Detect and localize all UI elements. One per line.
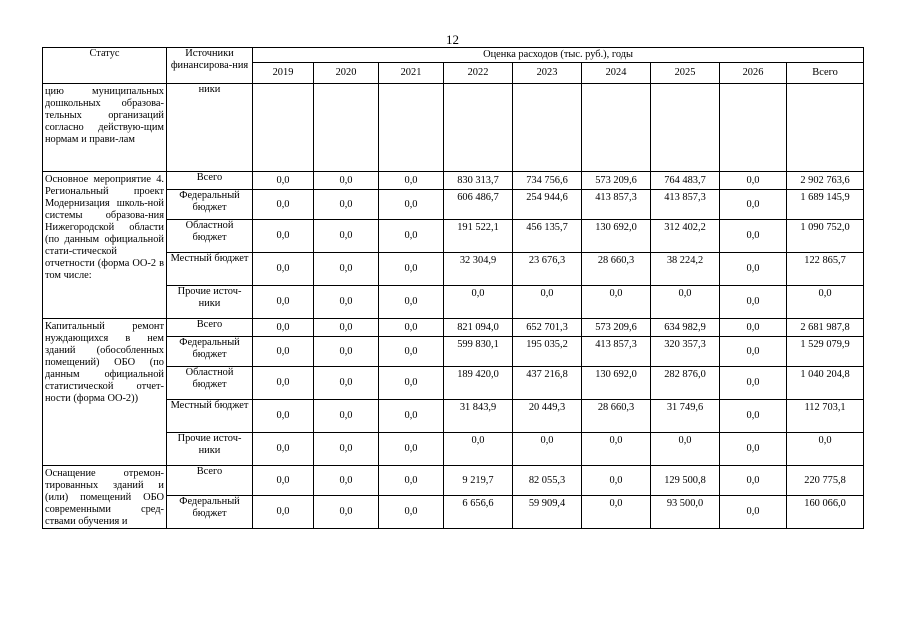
header-cost: Оценка расходов (тыс. руб.), годы [253,48,864,63]
source-cell: Областной бюджет [167,220,253,253]
value-cell: 0,0 [720,496,787,529]
value-cell: 0,0 [582,286,651,319]
header-year: 2024 [582,63,651,84]
page-number: 12 [446,32,459,47]
empty-cell [444,84,513,172]
value-cell: 0,0 [253,367,314,400]
value-cell: 437 216,8 [513,367,582,400]
budget-table [42,47,864,529]
value-cell: 606 486,7 [444,190,513,220]
source-cell: Федеральный бюджет [167,337,253,367]
value-cell: 38 224,2 [651,253,720,286]
table-row [43,496,864,529]
value-cell: 2 902 763,6 [787,172,864,190]
value-cell: 0,0 [379,190,444,220]
empty-cell [379,84,444,172]
value-cell: 23 676,3 [513,253,582,286]
value-cell: 0,0 [314,400,379,433]
value-cell: 0,0 [253,496,314,529]
value-cell: 413 857,3 [582,337,651,367]
value-cell: 0,0 [720,172,787,190]
source-cell: Всего [167,319,253,337]
source-cell: Областной бюджет [167,367,253,400]
value-cell: 0,0 [314,220,379,253]
value-cell: 764 483,7 [651,172,720,190]
value-cell: 0,0 [720,367,787,400]
value-cell: 0,0 [379,433,444,466]
value-cell: 254 944,6 [513,190,582,220]
value-cell: 599 830,1 [444,337,513,367]
value-cell: 0,0 [253,172,314,190]
header-year: 2023 [513,63,582,84]
value-cell: 189 420,0 [444,367,513,400]
status-cell: Капитальный ремонт нуждающихся в нем зданий (обособленных помещений) ОБО (по данным официальной статистической отчет-ности (форма ОО-2)) [43,319,167,466]
value-cell: 195 035,2 [513,337,582,367]
value-cell: 0,0 [720,220,787,253]
table-row [43,337,864,367]
value-cell: 0,0 [513,433,582,466]
value-cell: 0,0 [314,172,379,190]
table-row [43,172,864,190]
value-cell: 20 449,3 [513,400,582,433]
header-year: 2019 [253,63,314,84]
empty-cell [582,84,651,172]
header-sources: Источники финансирова-ния [167,48,253,84]
value-cell: 456 135,7 [513,220,582,253]
header-year: 2021 [379,63,444,84]
value-cell: 130 692,0 [582,220,651,253]
value-cell: 0,0 [444,433,513,466]
value-cell: 32 304,9 [444,253,513,286]
value-cell: 0,0 [582,466,651,496]
table-row [43,286,864,319]
value-cell: 31 843,9 [444,400,513,433]
value-cell: 573 209,6 [582,172,651,190]
value-cell: 0,0 [651,433,720,466]
source-cell: Всего [167,172,253,190]
status-cell: Основное мероприятие 4. Региональный проект Модернизация школь-ной системы образова-ния Нижегородской области (по данным официальной стати-стической отчетности (форма ОО-2 в том числе: [43,172,167,319]
value-cell: 191 522,1 [444,220,513,253]
table-row [43,466,864,496]
value-cell: 0,0 [314,496,379,529]
empty-cell [314,84,379,172]
value-cell: 0,0 [314,253,379,286]
value-cell: 82 055,3 [513,466,582,496]
value-cell: 830 313,7 [444,172,513,190]
value-cell: 0,0 [379,220,444,253]
value-cell: 1 689 145,9 [787,190,864,220]
header-year: 2020 [314,63,379,84]
source-cell: Прочие источ-ники [167,286,253,319]
value-cell: 282 876,0 [651,367,720,400]
value-cell: 1 090 752,0 [787,220,864,253]
value-cell: 734 756,6 [513,172,582,190]
value-cell: 0,0 [582,496,651,529]
value-cell: 0,0 [379,319,444,337]
value-cell: 0,0 [651,286,720,319]
value-cell: 0,0 [379,253,444,286]
source-cell-continued: ники [167,84,253,172]
source-cell: Прочие источ-ники [167,433,253,466]
value-cell: 320 357,3 [651,337,720,367]
value-cell: 9 219,7 [444,466,513,496]
source-cell: Местный бюджет [167,253,253,286]
value-cell: 0,0 [314,286,379,319]
value-cell: 1 040 204,8 [787,367,864,400]
value-cell: 652 701,3 [513,319,582,337]
value-cell: 413 857,3 [582,190,651,220]
value-cell: 28 660,3 [582,253,651,286]
table-row [43,319,864,337]
value-cell: 28 660,3 [582,400,651,433]
value-cell: 220 775,8 [787,466,864,496]
value-cell: 2 681 987,8 [787,319,864,337]
value-cell: 0,0 [253,253,314,286]
value-cell: 0,0 [314,337,379,367]
value-cell: 0,0 [314,466,379,496]
value-cell: 112 703,1 [787,400,864,433]
table-row [43,400,864,433]
empty-cell [253,84,314,172]
value-cell: 0,0 [444,286,513,319]
value-cell: 0,0 [720,400,787,433]
table-row [43,220,864,253]
value-cell: 0,0 [720,253,787,286]
value-cell: 0,0 [314,367,379,400]
empty-cell [720,84,787,172]
value-cell: 0,0 [379,466,444,496]
value-cell: 0,0 [314,433,379,466]
value-cell: 0,0 [253,319,314,337]
value-cell: 0,0 [720,319,787,337]
table-row [43,367,864,400]
value-cell: 0,0 [379,496,444,529]
value-cell: 312 402,2 [651,220,720,253]
value-cell: 0,0 [253,466,314,496]
header-status: Статус [43,48,167,84]
header-year: 2026 [720,63,787,84]
value-cell: 0,0 [720,190,787,220]
value-cell: 634 982,9 [651,319,720,337]
value-cell: 573 209,6 [582,319,651,337]
value-cell: 0,0 [513,286,582,319]
table-row [43,190,864,220]
empty-cell [513,84,582,172]
header-total: Всего [787,63,864,84]
value-cell: 59 909,4 [513,496,582,529]
header-year: 2025 [651,63,720,84]
table-row [43,253,864,286]
value-cell: 0,0 [787,286,864,319]
value-cell: 413 857,3 [651,190,720,220]
source-cell: Местный бюджет [167,400,253,433]
value-cell: 0,0 [379,337,444,367]
empty-cell [651,84,720,172]
value-cell: 821 094,0 [444,319,513,337]
value-cell: 1 529 079,9 [787,337,864,367]
value-cell: 160 066,0 [787,496,864,529]
value-cell: 0,0 [253,337,314,367]
value-cell: 0,0 [787,433,864,466]
value-cell: 0,0 [379,286,444,319]
source-cell: Федеральный бюджет [167,190,253,220]
value-cell: 93 500,0 [651,496,720,529]
value-cell: 130 692,0 [582,367,651,400]
table-row [43,433,864,466]
value-cell: 0,0 [379,367,444,400]
empty-cell [787,84,864,172]
value-cell: 0,0 [314,190,379,220]
value-cell: 0,0 [379,400,444,433]
value-cell: 0,0 [720,337,787,367]
value-cell: 0,0 [582,433,651,466]
value-cell: 122 865,7 [787,253,864,286]
status-cell-continued: цию муниципальных дошкольных образова-тельных организаций согласно действую-щим нормам и прави-лам [43,84,167,172]
value-cell: 0,0 [720,466,787,496]
status-cell: Оснащение отремон-тированных зданий и (или) помещений ОБО современными сред-ствами обучения и [43,466,167,529]
value-cell: 6 656,6 [444,496,513,529]
source-cell: Федеральный бюджет [167,496,253,529]
value-cell: 0,0 [253,286,314,319]
value-cell: 0,0 [314,319,379,337]
value-cell: 0,0 [720,433,787,466]
value-cell: 0,0 [253,433,314,466]
value-cell: 0,0 [253,190,314,220]
value-cell: 0,0 [253,400,314,433]
value-cell: 129 500,8 [651,466,720,496]
header-year: 2022 [444,63,513,84]
source-cell: Всего [167,466,253,496]
value-cell: 31 749,6 [651,400,720,433]
value-cell: 0,0 [720,286,787,319]
value-cell: 0,0 [379,172,444,190]
value-cell: 0,0 [253,220,314,253]
